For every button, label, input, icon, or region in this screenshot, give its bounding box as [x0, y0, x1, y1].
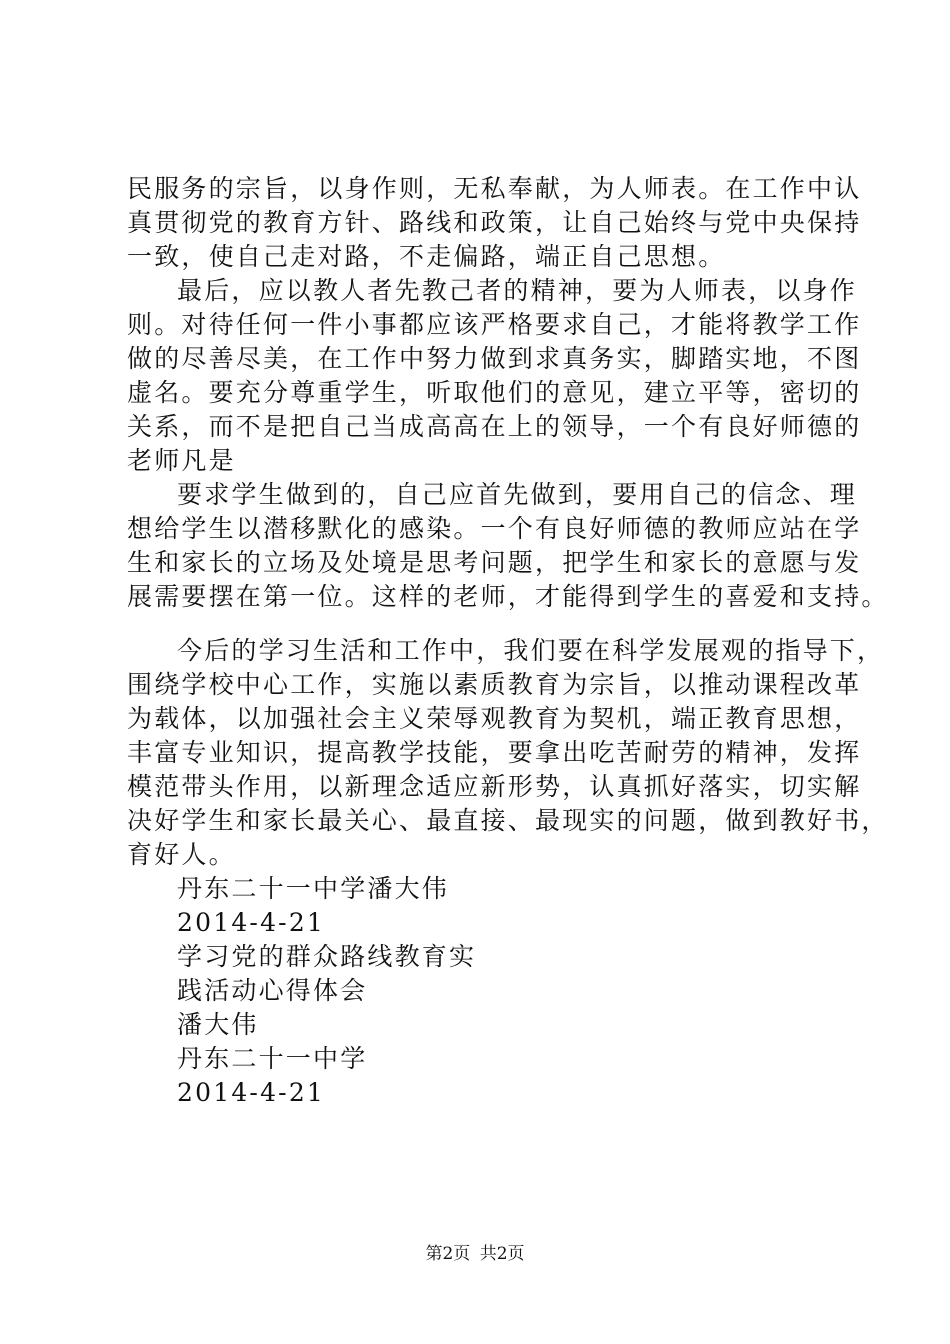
paragraph-4-line-6: 决好学生和家长最关心、最直接、最现实的问题，做到教好书，	[127, 806, 889, 835]
paragraph-4-line-4: 丰富专业知识，提高教学技能，要拿出吃苦耐劳的精神，发挥	[127, 738, 862, 767]
paragraph-4-line-1: 今后的学习生活和工作中，我们要在科学发展观的指导下，	[177, 636, 885, 665]
page-footer	[0, 1243, 950, 1265]
paragraph-4-line-5: 模范带头作用，以新理念适应新形势，认真抓好落实，切实解	[127, 772, 862, 801]
paragraph-1-line-3: 一致，使自己走对路，不走偏路，端正自己思想。	[127, 242, 726, 271]
paragraph-2-line-1: 最后，应以教人者先教己者的精神，要为人师表，以身作	[177, 276, 858, 305]
signature-title-line-1: 学习党的群众路线教育实	[177, 942, 477, 971]
signature-date: 2014-4-21	[177, 908, 326, 937]
paragraph-3-line-1: 要求学生做到的，自己应首先做到，要用自己的信念、理	[177, 480, 858, 509]
signature-school: 丹东二十一中学	[177, 1044, 368, 1073]
paragraph-2-line-5: 关系，而不是把自己当成高高在上的领导，一个有良好师德的	[127, 412, 862, 441]
paragraph-1-line-1: 民服务的宗旨，以身作则，无私奉献，为人师表。在工作中认	[127, 174, 862, 203]
signature-title-line-2: 践活动心得体会	[177, 976, 368, 1005]
paragraph-2-line-4: 虚名。要充分尊重学生，听取他们的意见，建立平等，密切的	[127, 378, 862, 407]
signature-date-2: 2014-4-21	[177, 1078, 326, 1107]
paragraph-2-line-3: 做的尽善尽美，在工作中努力做到求真务实，脚踏实地，不图	[127, 344, 862, 373]
signature-author: 潘大伟	[177, 1010, 259, 1039]
paragraph-1-line-2: 真贯彻党的教育方针、路线和政策，让自己始终与党中央保持	[127, 208, 862, 237]
page-total: 共2页	[479, 1244, 525, 1264]
paragraph-2-line-6: 老师凡是	[127, 446, 236, 475]
page-number: 第2页	[425, 1244, 471, 1264]
paragraph-3-line-2: 想给学生以潜移默化的感染。一个有良好师德的教师应站在学	[127, 514, 862, 543]
signature-author-line: 丹东二十一中学潘大伟	[177, 874, 450, 903]
paragraph-4-line-2: 围绕学校中心工作，实施以素质教育为宗旨，以推动课程改革	[127, 670, 862, 699]
paragraph-4-line-3: 为载体，以加强社会主义荣辱观教育为契机，端正教育思想，	[127, 704, 862, 733]
paragraph-3-line-3: 生和家长的立场及处境是思考问题，把学生和家长的意愿与发	[127, 548, 862, 577]
paragraph-4-line-7: 育好人。	[127, 840, 236, 869]
paragraph-2-line-2: 则。对待任何一件小事都应该严格要求自己，才能将教学工作	[127, 310, 862, 339]
paragraph-3-line-4: 展需要摆在第一位。这样的老师，才能得到学生的喜爱和支持。	[127, 582, 889, 611]
